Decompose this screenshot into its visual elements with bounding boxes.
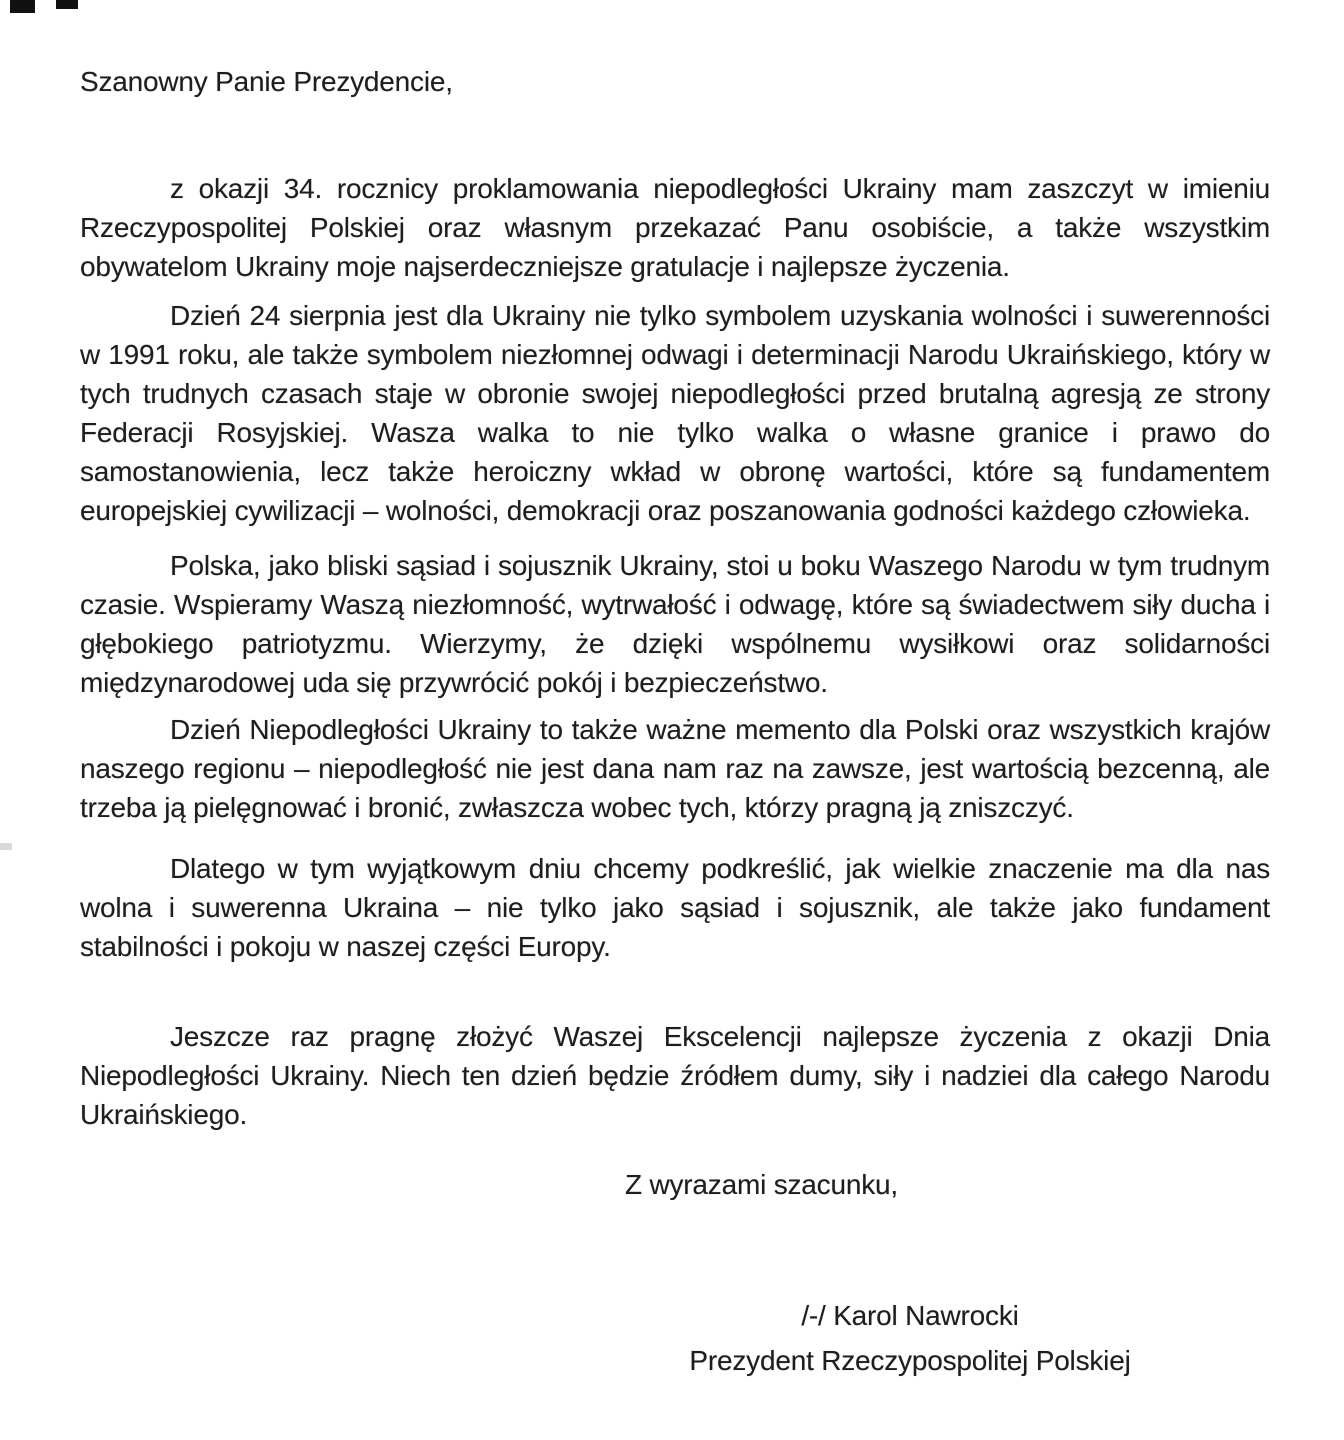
paragraph-august-24: Dzień 24 sierpnia jest dla Ukrainy nie tylko symbolem uzyskania wolności i suwerenności w 1991 roku, ale także symbolem niezłomnej odwagi i determinacji Narodu Ukraińskiego, który w tych trudnych czasach staje w obronie swojej niepodległości przed brutalną agresją ze strony Federacji Rosyjskiej. Wasza walka to nie tylko walka o własne granice i prawo do samostanowienia, lecz także heroiczny wkład w obronę wartości, które są fundamentem europejskiej cywilizacji – wolności, demokracji oraz poszanowania godności każdego człowieka.	[80, 300, 1270, 526]
paragraph-poland-ally: Polska, jako bliski sąsiad i sojusznik Ukrainy, stoi u boku Waszego Narodu w tym trudnym czasie. Wspieramy Waszą niezłomność, wytrwałość i odwagę, które są świadectwem siły ducha i głębokiego patriotyzmu. Wierzymy, że dzięki wspólnemu wysiłkowi oraz solidarności międzynarodowej uda się przywrócić pokój i bezpieczeństwo.	[80, 550, 1270, 698]
paragraph-occasion: z okazji 34. rocznicy proklamowania niepodległości Ukrainy mam zaszczyt w imieniu Rzeczypospolitej Polskiej oraz własnym przekazać Panu osobiście, a także wszystkim obywatelom Ukrainy moje najserdeczniejsze gratulacje i najlepsze życzenia.	[80, 173, 1270, 282]
signature-title: Prezydent Rzeczypospolitej Polskiej	[689, 1345, 1131, 1376]
salutation: Szanowny Panie Prezydencie,	[80, 66, 453, 97]
scan-artifact-left-margin	[0, 843, 12, 850]
signature-block	[520, 1293, 1300, 1383]
paragraph-sovereign-ukraine: Dlatego w tym wyjątkowym dniu chcemy podkreślić, jak wielkie znaczenie ma dla nas wolna i suwerenna Ukraina – nie tylko jako sąsiad i sojusznik, ale także jako fundament stabilności i pokoju w naszej części Europy.	[80, 853, 1270, 962]
paragraph-memento: Dzień Niepodległości Ukrainy to także ważne memento dla Polski oraz wszystkich krajów naszego regionu – niepodległość nie jest dana nam raz na zawsze, jest wartością bezcenną, ale trzeba ją pielęgnować i bronić, zwłaszcza wobec tych, którzy pragną ją zniszczyć.	[80, 714, 1270, 823]
paragraph-best-wishes: Jeszcze raz pragnę złożyć Waszej Ekscelencji najlepsze życzenia z okazji Dnia Niepodległości Ukrainy. Niech ten dzień będzie źródłem dumy, siły i nadziei dla całego Narodu Ukraińskiego.	[80, 1021, 1270, 1130]
closing-phrase: Z wyrazami szacunku,	[625, 1169, 898, 1200]
scan-artifact-top-2	[56, 0, 78, 9]
letter-content	[80, 0, 1270, 1440]
scan-artifact-top-1	[10, 0, 35, 13]
signature-name: /-/ Karol Nawrocki	[801, 1300, 1019, 1331]
